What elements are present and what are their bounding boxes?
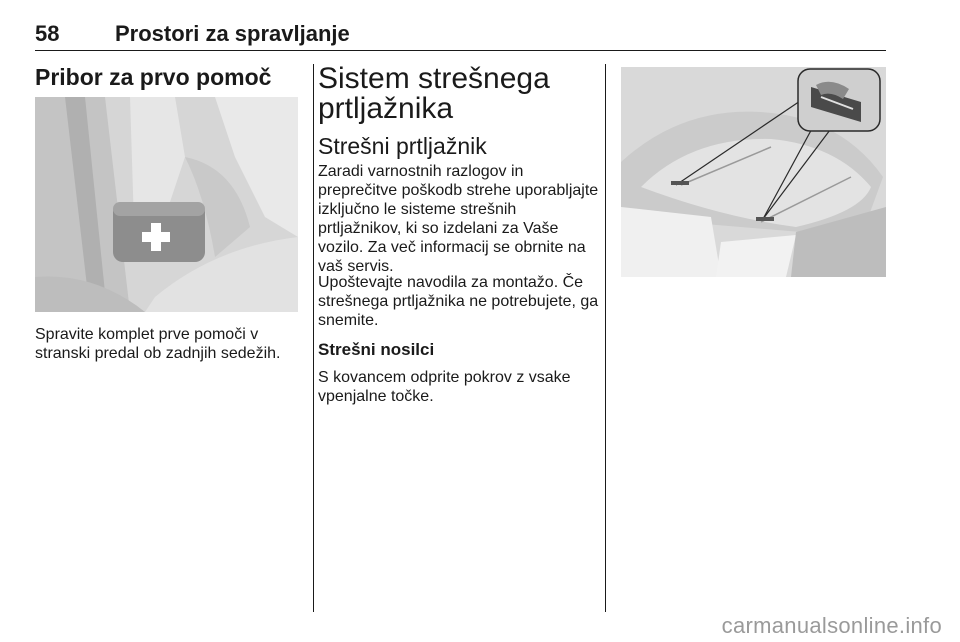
section-title-first-aid: Pribor za prvo pomoč (35, 64, 272, 90)
first-aid-kit-illustration (35, 97, 298, 312)
roof-rack-paragraph-2: Upoštevajte navodila za montažo. Če strešnega prtljažnika ne potrebujete, ga snemite. (318, 274, 599, 329)
roof-mount-image (621, 67, 886, 277)
magnified-mount-inset (798, 69, 880, 131)
section-title-roof-rack: Sistem strešnega prtljažnika (318, 62, 550, 125)
subsection-title-roof-rack: Strešni prtljažnik (318, 133, 487, 159)
column-divider-left (313, 64, 314, 612)
first-aid-kit-image (35, 97, 298, 312)
first-aid-kit-box (113, 202, 205, 262)
column-divider-right (605, 64, 606, 612)
subsection-title-roof-mounts: Strešni nosilci (318, 340, 435, 359)
watermark-text: carmanualsonline.info (721, 613, 942, 638)
first-aid-caption: Spravite komplet prve pomoči v stranski predal ob zadnjih sedežih. (35, 326, 281, 362)
chapter-title: Prostori za spravljanje (115, 21, 350, 46)
roof-mount-illustration (621, 67, 886, 277)
page-number: 58 (35, 21, 60, 46)
roof-mounts-paragraph: S kovancem odprite pokrov z vsake vpenjalne točke. (318, 369, 571, 405)
header-divider (35, 50, 886, 51)
roof-rack-paragraph-1: Zaradi varnostnih razlogov in preprečitve poškodb strehe uporabljajte izključno le sisteme strešnih prtljažnikov, ki so izdelani za Vaše vozilo. Za več informacij se obrnite na vaš servis. (318, 163, 599, 275)
